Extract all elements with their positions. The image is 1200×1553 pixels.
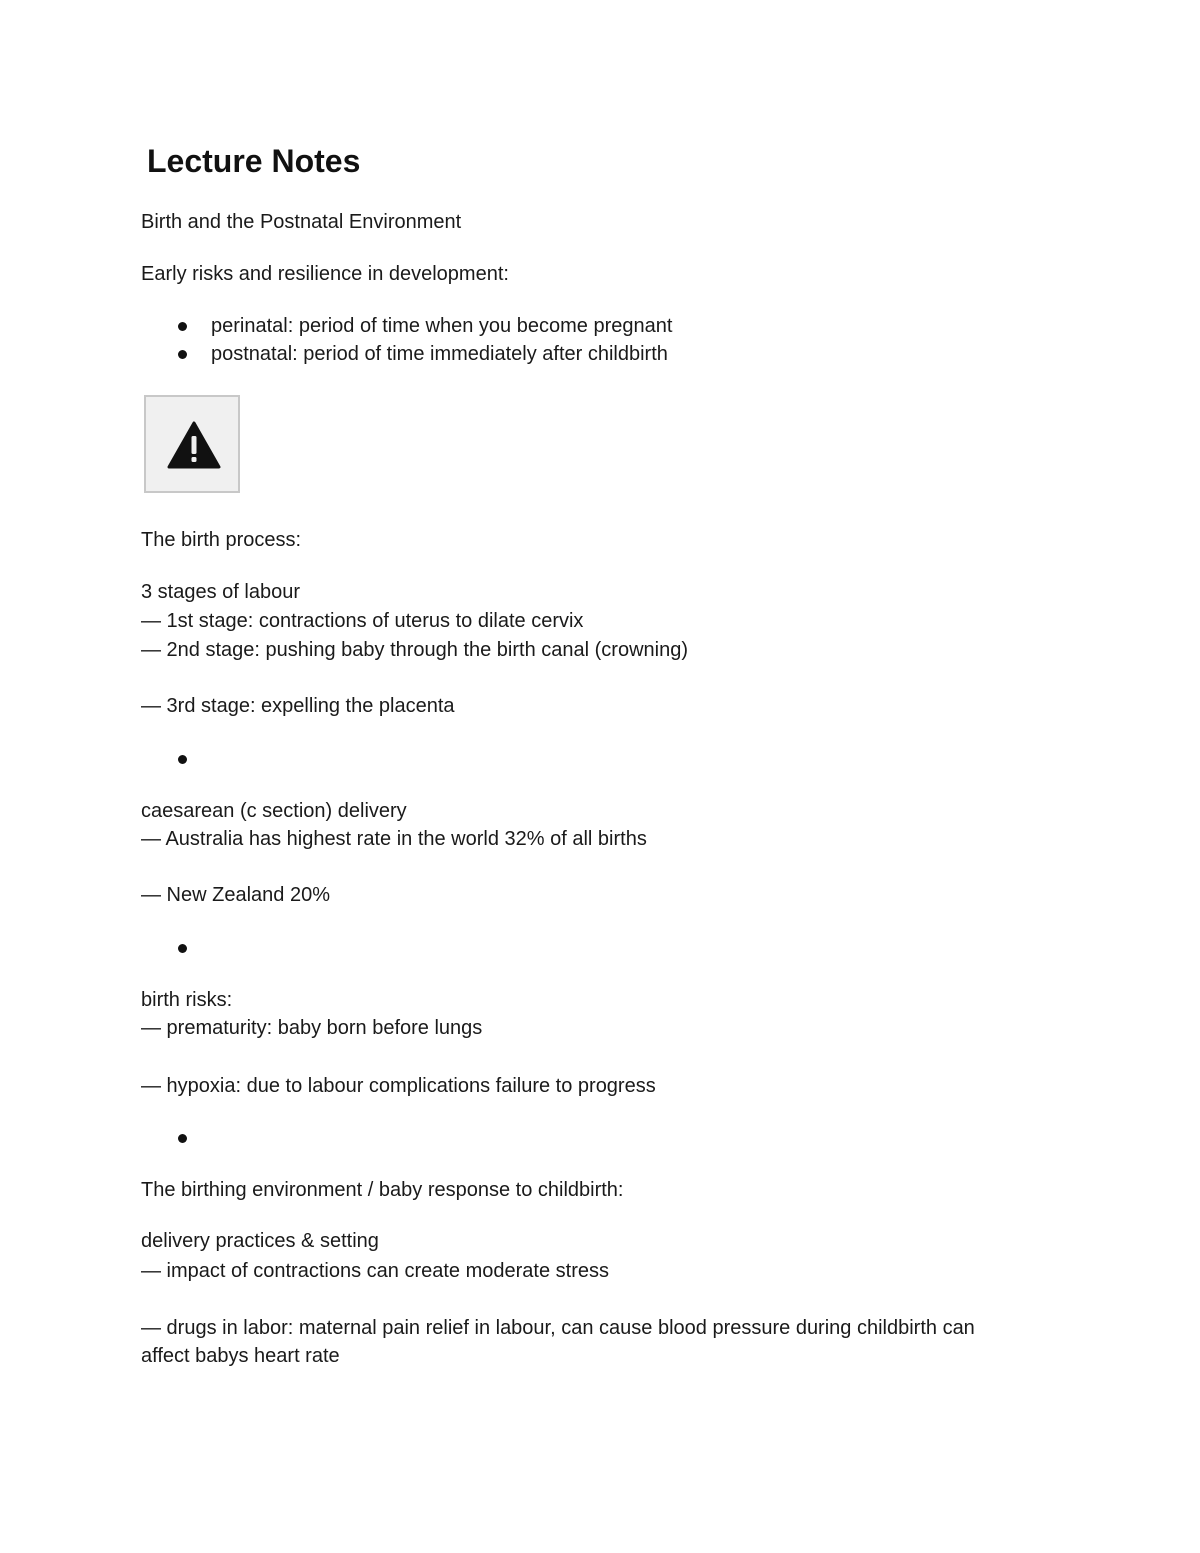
stage-line-1: — 1st stage: contractions of uterus to dilate cervix [141,610,584,632]
section-heading-birth-process: The birth process: [141,529,302,551]
empty-bullet-dot [178,755,187,764]
caesarean-line-2: — New Zealand 20% [141,884,330,906]
section-heading-birthing-environment: The birthing environment / baby response to childbirth: [141,1179,624,1201]
section-heading-caesarean: caesarean (c section) delivery [141,800,407,822]
warning-icon [167,421,221,469]
birth-risks-line-1: — prematurity: baby born before lungs [141,1017,483,1039]
bullet-item-perinatal: perinatal: period of time when you become pregnant [211,315,673,337]
document-subtitle: Birth and the Postnatal Environment [141,211,462,233]
delivery-practices-subheading: delivery practices & setting [141,1230,379,1252]
section-heading-early-risks: Early risks and resilience in development: [141,263,509,285]
bullet-dot [178,350,187,359]
broken-image-placeholder [144,395,240,493]
birth-risks-line-2: — hypoxia: due to labour complications failure to progress [141,1075,656,1097]
environment-line-2-continued: affect babys heart rate [141,1345,340,1367]
page-title: Lecture Notes [147,143,361,179]
empty-bullet-dot [178,1134,187,1143]
caesarean-line-1: — Australia has highest rate in the world 32% of all births [141,828,647,850]
stage-line-3: — 3rd stage: expelling the placenta [141,695,455,717]
environment-line-1: — impact of contractions can create moderate stress [141,1260,609,1282]
empty-bullet-dot [178,944,187,953]
bullet-item-postnatal: postnatal: period of time immediately after childbirth [211,343,668,365]
bullet-dot [178,322,187,331]
environment-line-2: — drugs in labor: maternal pain relief in labour, can cause blood pressure during childbirth can [141,1317,975,1339]
stage-line-2: — 2nd stage: pushing baby through the birth canal (crowning) [141,639,689,661]
stages-title: 3 stages of labour [141,581,300,603]
section-heading-birth-risks: birth risks: [141,989,233,1011]
